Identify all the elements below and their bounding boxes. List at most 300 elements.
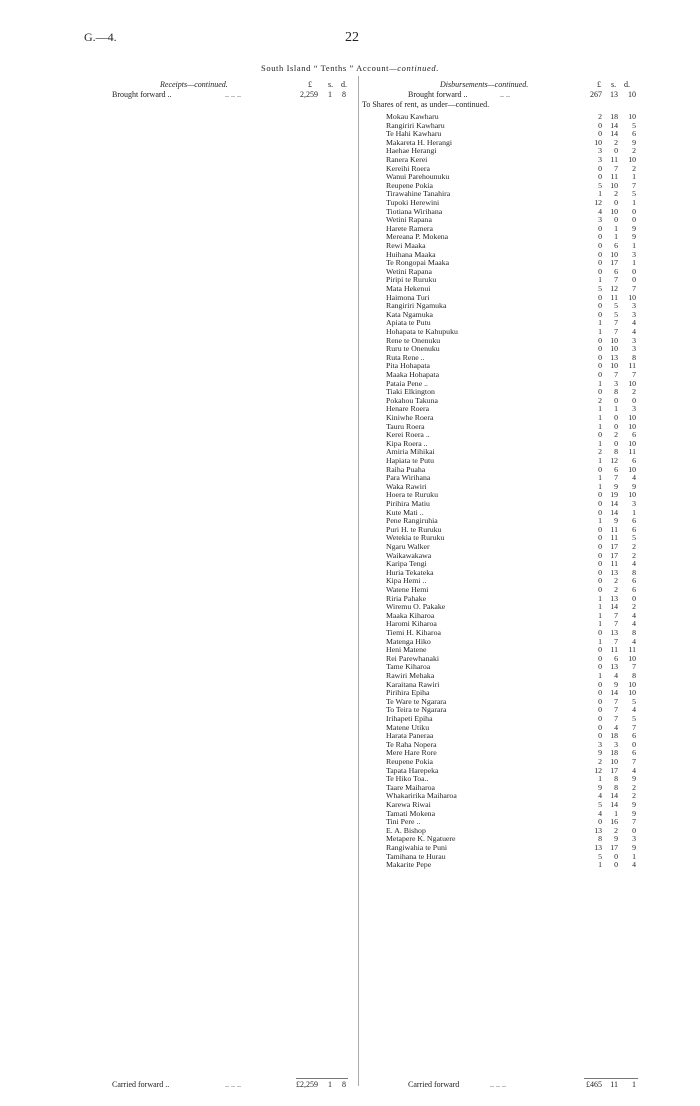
- share-entry-row: [0, 629, 700, 638]
- share-entry-pounds: 0: [598, 292, 602, 302]
- share-entry-name: Rene te Onenuku: [386, 335, 441, 345]
- account-title-main: South Island “ Tenths ” Account: [261, 63, 390, 73]
- share-entry-shillings: 3: [614, 378, 618, 388]
- share-entry-row: [0, 526, 700, 535]
- share-entry-pounds: 2: [598, 757, 602, 766]
- share-entry-pence: 3: [632, 335, 636, 345]
- share-entry-name: Para Wirihana: [386, 473, 431, 483]
- share-entry-pence: 9: [632, 223, 636, 233]
- share-entry-pence: 3: [632, 249, 636, 259]
- share-entry-pence: 5: [632, 189, 636, 199]
- share-entry-name: Kata Ngamuka: [386, 309, 433, 319]
- share-entry-shillings: 14: [610, 791, 618, 801]
- share-entry-pence: 8: [632, 567, 636, 577]
- share-entry-pounds: 1: [598, 378, 602, 388]
- share-entry-shillings: 7: [614, 636, 618, 646]
- share-entry-name: Makarite Pepe: [386, 860, 432, 870]
- share-entry-row: [0, 534, 700, 543]
- share-entry-shillings: 0: [614, 438, 618, 448]
- share-entry-name: Te Rongopai Maaka: [386, 258, 450, 268]
- share-entry-pence: 4: [632, 860, 636, 870]
- share-entry-name: Reupene Pokia: [386, 180, 433, 190]
- share-entry-name: Tiotiana Wirihana: [386, 206, 443, 216]
- share-entry-pounds: 1: [598, 189, 602, 199]
- share-entry-pence: 5: [632, 533, 636, 543]
- share-entry-pounds: 1: [598, 318, 602, 328]
- share-entry-pounds: 1: [598, 636, 602, 646]
- share-entry-row: [0, 216, 700, 225]
- share-entry-pounds: 1: [598, 610, 602, 620]
- receipts-total-rule: [296, 1078, 348, 1079]
- disbursements-heading: [440, 80, 528, 89]
- share-entry-pounds: 0: [598, 817, 602, 827]
- share-entry-name: Tiaki Elkington: [386, 387, 435, 397]
- share-entry-pence: 2: [632, 146, 636, 156]
- share-entry-shillings: 2: [614, 430, 618, 440]
- share-entry-pounds: 2: [598, 112, 602, 121]
- share-entry-shillings: 11: [610, 533, 618, 543]
- share-entry-pence: 3: [632, 404, 636, 414]
- share-entry-name: Kipa Hemi ..: [386, 576, 427, 586]
- share-entry-name: Makareta H. Herangi: [386, 137, 453, 147]
- share-entry-pounds: 0: [598, 266, 602, 276]
- share-entry-pence: 10: [628, 378, 636, 388]
- share-entry-row: [0, 122, 700, 131]
- share-entry-shillings: 11: [610, 559, 618, 569]
- share-entry-name: Amiria Mihikai: [386, 447, 435, 457]
- share-entry-row: [0, 827, 700, 836]
- share-entry-name: Waka Rawiri: [386, 481, 427, 491]
- share-entry-name: Huihana Maaka: [386, 249, 436, 259]
- share-entry-name: Rangiriri Kawharu: [386, 120, 445, 130]
- share-entry-name: Watene Hemi: [386, 585, 429, 594]
- share-entry-shillings: 8: [614, 387, 618, 397]
- share-entry-shillings: 4: [614, 671, 618, 680]
- share-entry-pounds: 0: [598, 662, 602, 672]
- share-entry-pence: 0: [632, 215, 636, 225]
- share-entry-pounds: 8: [598, 834, 602, 844]
- share-entry-shillings: 5: [614, 301, 618, 311]
- share-entry-name: Matenga Hiko: [386, 636, 431, 646]
- share-entry-pence: 10: [628, 421, 636, 431]
- share-entry-shillings: 10: [610, 180, 618, 190]
- share-entry-pounds: 0: [598, 301, 602, 311]
- receipts-col-shillings: s.: [328, 80, 334, 89]
- share-entry-row: [0, 431, 700, 440]
- share-entry-shillings: 2: [614, 585, 618, 594]
- share-entry-row: [0, 672, 700, 681]
- share-entry-pence: 6: [632, 516, 636, 526]
- share-entry-row: [0, 276, 700, 285]
- share-entry-pounds: 0: [598, 387, 602, 397]
- share-entry-row: [0, 414, 700, 423]
- share-entry-shillings: 17: [610, 843, 618, 852]
- share-entry-pence: 7: [632, 757, 636, 766]
- share-entry-name: Pene Rangiruhia: [386, 516, 438, 526]
- share-entry-pounds: 0: [598, 249, 602, 259]
- share-entry-pence: 0: [632, 739, 636, 749]
- share-entry-row: [0, 328, 700, 337]
- share-entry-shillings: 0: [614, 395, 618, 405]
- receipts-brought-forward-pounds: 2,259: [300, 90, 318, 99]
- share-entry-pence: 11: [628, 447, 636, 457]
- share-entry-shillings: 14: [610, 120, 618, 130]
- share-entry-row: [0, 663, 700, 672]
- share-entry-pence: 3: [632, 499, 636, 508]
- share-entry-pence: 5: [632, 120, 636, 130]
- share-entry-name: Mata Hekenui: [386, 284, 431, 293]
- share-entry-shillings: 7: [614, 275, 618, 285]
- share-entry-pounds: 0: [598, 370, 602, 379]
- share-entry-name: Karipa Tengi: [386, 559, 427, 569]
- share-entry-shillings: 7: [614, 318, 618, 328]
- share-entry-name: Wetini Rapana: [386, 266, 432, 276]
- share-entry-pence: 9: [632, 843, 636, 852]
- share-entry-pounds: 4: [598, 206, 602, 216]
- share-entry-shillings: 14: [610, 800, 618, 809]
- share-entry-row: [0, 595, 700, 604]
- share-entry-pence: 5: [632, 696, 636, 706]
- share-entry-row: [0, 337, 700, 346]
- share-entry-shillings: 8: [614, 447, 618, 457]
- share-entry-shillings: 11: [610, 292, 618, 302]
- share-entry-name: Rei Parewhanaki: [386, 653, 440, 663]
- share-entry-pounds: 9: [598, 748, 602, 758]
- share-entry-name: Matene Utiku: [386, 722, 430, 732]
- share-entry-name: Maaka Hohapata: [386, 370, 440, 379]
- receipts-brought-forward-label: Brought forward ..: [112, 90, 172, 99]
- share-entry-row: [0, 500, 700, 509]
- share-entry-shillings: 7: [614, 705, 618, 715]
- share-entry-row: [0, 474, 700, 483]
- share-entry-row: [0, 792, 700, 801]
- share-entry-pounds: 0: [598, 258, 602, 268]
- share-entry-shillings: 6: [614, 241, 618, 250]
- share-entry-pence: 3: [632, 301, 636, 311]
- share-entry-pounds: 0: [598, 430, 602, 440]
- share-entry-shillings: 11: [610, 645, 618, 655]
- share-entry-name: Wetini Rapana: [386, 215, 432, 225]
- page-number: 22: [345, 30, 359, 45]
- share-entry-pence: 4: [632, 705, 636, 715]
- share-entry-shillings: 0: [614, 146, 618, 156]
- share-entry-row: [0, 302, 700, 311]
- share-entry-row: [0, 294, 700, 303]
- share-entry-row: [0, 371, 700, 380]
- share-entry-shillings: 14: [610, 129, 618, 139]
- share-entry-pence: 2: [632, 550, 636, 560]
- share-entry-pounds: 0: [598, 645, 602, 655]
- share-entry-pounds: 0: [598, 696, 602, 706]
- share-entry-name: Tini Pere ..: [386, 817, 421, 827]
- share-entry-pence: 10: [628, 112, 636, 121]
- share-entry-pence: 9: [632, 232, 636, 242]
- share-entry-name: Reupene Pokia: [386, 757, 433, 766]
- share-entry-shillings: 17: [610, 542, 618, 551]
- share-entry-shillings: 7: [614, 619, 618, 629]
- share-entry-name: Mokau Kawharu: [386, 112, 439, 121]
- share-entry-shillings: 3: [614, 739, 618, 749]
- account-title-suffix: —continued.: [389, 63, 439, 73]
- share-entry-row: [0, 706, 700, 715]
- share-entry-row: [0, 741, 700, 750]
- share-entry-pence: 10: [628, 413, 636, 422]
- share-entry-shillings: 2: [614, 825, 618, 835]
- share-entry-name: Te Hahi Kawharu: [386, 129, 442, 139]
- share-entry-pounds: 0: [598, 714, 602, 723]
- share-entry-shillings: 2: [614, 189, 618, 199]
- share-entry-name: Rangiwahia te Puni: [386, 843, 448, 852]
- share-entry-pence: 7: [632, 662, 636, 672]
- share-entry-row: [0, 801, 700, 810]
- share-entry-pounds: 3: [598, 155, 602, 164]
- share-entry-name: Haehae Herangi: [386, 146, 437, 156]
- share-entry-name: Tirawahine Tanahira: [386, 189, 451, 199]
- disbursements-brought-forward-pounds: 267: [590, 90, 602, 99]
- share-entry-row: [0, 552, 700, 561]
- share-entry-pounds: 12: [594, 198, 602, 207]
- share-entry-shillings: 0: [614, 851, 618, 861]
- share-entry-pence: 10: [628, 155, 636, 164]
- share-entry-pounds: 10: [594, 137, 602, 147]
- share-entry-name: Piripi te Ruruku: [386, 275, 437, 285]
- share-entry-name: To Teira te Ngarara: [386, 705, 447, 715]
- share-entry-name: Rewi Maaka: [386, 241, 426, 250]
- share-entry-pence: 2: [632, 542, 636, 551]
- share-entry-name: Kute Mati ..: [386, 507, 424, 517]
- receipts-brought-forward-dots: .. .. ..: [225, 90, 241, 99]
- share-entry-shillings: 7: [614, 696, 618, 706]
- share-entry-pounds: 0: [598, 172, 602, 182]
- share-entry-shillings: 17: [610, 765, 618, 775]
- share-entry-row: [0, 225, 700, 234]
- share-entry-pounds: 1: [598, 438, 602, 448]
- disbursements-total-rule: [584, 1078, 638, 1079]
- share-entry-pence: 9: [632, 481, 636, 491]
- disbursements-heading-text: Disbursements—continued.: [440, 80, 529, 89]
- share-entry-shillings: 19: [610, 490, 618, 500]
- share-entry-shillings: 8: [614, 782, 618, 792]
- share-entry-shillings: 10: [610, 206, 618, 216]
- share-entry-pence: 0: [632, 266, 636, 276]
- receipts-col-pence: d.: [341, 80, 347, 89]
- share-entry-row: [0, 620, 700, 629]
- share-entry-name: Kipa Roera ..: [386, 438, 428, 448]
- share-entry-row: [0, 139, 700, 148]
- share-entry-row: [0, 509, 700, 518]
- share-entry-pounds: 0: [598, 567, 602, 577]
- share-entry-pounds: 12: [594, 765, 602, 775]
- share-entry-pence: 10: [628, 653, 636, 663]
- account-title: [0, 63, 700, 73]
- shares-of-rent-heading-text: To Shares of rent, as under—continued.: [362, 100, 490, 109]
- share-entry-pounds: 4: [598, 791, 602, 801]
- share-entry-name: Kiniwhe Roera: [386, 413, 434, 422]
- receipts-carried-forward-label: Carried forward ..: [112, 1080, 170, 1089]
- share-entry-shillings: 10: [610, 249, 618, 259]
- share-entry-shillings: 0: [614, 421, 618, 431]
- share-entry-row: [0, 724, 700, 733]
- share-entry-pence: 5: [632, 714, 636, 723]
- share-entry-shillings: 0: [614, 860, 618, 870]
- share-entry-pence: 1: [632, 198, 636, 207]
- share-entry-row: [0, 354, 700, 363]
- share-entry-row: [0, 233, 700, 242]
- share-entry-row: [0, 423, 700, 432]
- share-entry-pounds: 0: [598, 653, 602, 663]
- share-entry-pounds: 1: [598, 413, 602, 422]
- share-entry-shillings: 7: [614, 327, 618, 336]
- share-entry-pounds: 0: [598, 499, 602, 508]
- share-entry-pence: 4: [632, 765, 636, 775]
- share-entry-pounds: 0: [598, 335, 602, 345]
- share-entry-pence: 3: [632, 309, 636, 319]
- receipts-carried-forward-pounds: £2,259: [296, 1080, 318, 1089]
- share-entry-name: Karaitana Rawiri: [386, 679, 440, 689]
- share-entry-name: Wiremu O. Pakake: [386, 602, 446, 612]
- share-entry-row: [0, 612, 700, 621]
- share-entry-pence: 0: [632, 206, 636, 216]
- receipts-col-pounds: £: [308, 80, 312, 89]
- share-entry-name: Harata Paneraa: [386, 731, 434, 741]
- share-entry-name: Whakaririka Maiharoa: [386, 791, 457, 801]
- share-entry-row: [0, 861, 700, 870]
- share-entry-name: Te Ware te Ngarara: [386, 696, 447, 706]
- share-entry-name: Hapiata te Putu: [386, 456, 435, 465]
- share-entry-shillings: 6: [614, 266, 618, 276]
- share-entry-pounds: 1: [598, 481, 602, 491]
- share-entry-shillings: 10: [610, 361, 618, 371]
- share-entry-name: Taare Maiharoa: [386, 782, 436, 792]
- share-entry-pence: 8: [632, 671, 636, 680]
- share-entry-name: Pokahou Takuna: [386, 395, 438, 405]
- share-entry-pounds: 3: [598, 739, 602, 749]
- share-entry-shillings: 16: [610, 817, 618, 827]
- share-entry-shillings: 11: [610, 155, 618, 164]
- share-entry-name: Tiemi H. Kiharoa: [386, 628, 441, 637]
- receipts-carried-forward-shillings: 1: [328, 1080, 332, 1089]
- receipts-brought-forward-shillings: 1: [328, 90, 332, 99]
- share-entry-pence: 3: [632, 344, 636, 354]
- share-entry-pence: 4: [632, 610, 636, 620]
- share-entry-name: Riria Pahake: [386, 593, 427, 603]
- share-entry-pounds: 1: [598, 619, 602, 629]
- share-entry-pounds: 5: [598, 180, 602, 190]
- share-entry-pence: 6: [632, 576, 636, 586]
- share-entry-name: Pataia Pene ..: [386, 378, 429, 388]
- share-entry-shillings: 14: [610, 602, 618, 612]
- share-entry-shillings: 1: [614, 404, 618, 414]
- share-entry-row: [0, 698, 700, 707]
- share-entry-pence: 7: [632, 817, 636, 827]
- share-entry-pence: 1: [632, 507, 636, 517]
- share-entry-shillings: 9: [614, 481, 618, 491]
- share-entry-row: [0, 853, 700, 862]
- share-entry-name: Ruta Rene ..: [386, 352, 425, 362]
- disbursements-carried-forward-dots: .. .. ..: [490, 1080, 506, 1089]
- receipts-carried-forward-pence: 8: [342, 1080, 346, 1089]
- share-entry-pence: 10: [628, 490, 636, 500]
- share-entry-pounds: 1: [598, 516, 602, 526]
- share-entry-name: Metapere K. Ngatuere: [386, 834, 456, 844]
- share-entry-pounds: 1: [598, 456, 602, 465]
- share-entry-pence: 10: [628, 679, 636, 689]
- share-entry-row: [0, 182, 700, 191]
- share-entry-row: [0, 251, 700, 260]
- share-entry-pence: 2: [632, 163, 636, 173]
- share-entry-pounds: 0: [598, 576, 602, 586]
- share-entry-shillings: 17: [610, 258, 618, 268]
- share-entry-shillings: 12: [610, 284, 618, 293]
- share-entry-pence: 1: [632, 172, 636, 182]
- share-entry-shillings: 9: [614, 679, 618, 689]
- share-entry-shillings: 6: [614, 464, 618, 474]
- share-entry-row: [0, 749, 700, 758]
- share-entry-pounds: 13: [594, 843, 602, 852]
- share-entry-pounds: 0: [598, 550, 602, 560]
- share-entry-name: Puri H. te Ruruku: [386, 524, 442, 534]
- share-entry-pounds: 0: [598, 688, 602, 698]
- share-entry-pence: 3: [632, 834, 636, 844]
- share-entry-row: [0, 285, 700, 294]
- share-entry-shillings: 5: [614, 309, 618, 319]
- share-entry-row: [0, 732, 700, 741]
- share-entry-pounds: 0: [598, 352, 602, 362]
- share-entry-pounds: 1: [598, 473, 602, 483]
- share-entry-pence: 6: [632, 585, 636, 594]
- share-entry-pounds: 0: [598, 731, 602, 741]
- disbursements-carried-forward-pounds: £465: [586, 1080, 602, 1089]
- share-entry-pounds: 0: [598, 679, 602, 689]
- share-entry-name: Heni Matene: [386, 645, 427, 655]
- share-entry-name: Rawiri Mehaka: [386, 671, 435, 680]
- share-entry-name: Mereana P. Mokena: [386, 232, 449, 242]
- share-entry-pounds: 1: [598, 774, 602, 784]
- disbursements-brought-forward-pence: 10: [628, 90, 636, 99]
- share-entry-pence: 4: [632, 619, 636, 629]
- share-entry-shillings: 13: [610, 352, 618, 362]
- share-entry-shillings: 18: [610, 731, 618, 741]
- disbursements-brought-forward-dots: .. ..: [500, 90, 510, 99]
- share-entry-name: Pita Hohapata: [386, 361, 430, 371]
- share-entry-name: Wanui Parehounuku: [386, 172, 450, 182]
- share-entry-pounds: 5: [598, 284, 602, 293]
- share-entry-name: Henare Roera: [386, 404, 430, 414]
- share-entry-pence: 10: [628, 464, 636, 474]
- share-entry-row: [0, 689, 700, 698]
- share-entry-shillings: 18: [610, 112, 618, 121]
- share-entry-pence: 6: [632, 129, 636, 139]
- share-entry-pounds: 1: [598, 275, 602, 285]
- share-entry-pence: 11: [628, 645, 636, 655]
- share-entry-shillings: 0: [614, 198, 618, 207]
- share-entry-row: [0, 483, 700, 492]
- share-entry-shillings: 8: [614, 774, 618, 784]
- share-entry-pounds: 0: [598, 464, 602, 474]
- share-entry-row: [0, 775, 700, 784]
- share-entry-row: [0, 715, 700, 724]
- share-entry-pounds: 1: [598, 327, 602, 336]
- share-entry-row: [0, 517, 700, 526]
- share-entry-row: [0, 569, 700, 578]
- share-entry-pounds: 4: [598, 808, 602, 818]
- share-entry-row: [0, 268, 700, 277]
- share-entry-name: Karewa Riwai: [386, 800, 431, 809]
- share-entry-pounds: 1: [598, 404, 602, 414]
- share-entry-row: [0, 681, 700, 690]
- share-entry-pence: 7: [632, 722, 636, 732]
- share-entry-row: [0, 560, 700, 569]
